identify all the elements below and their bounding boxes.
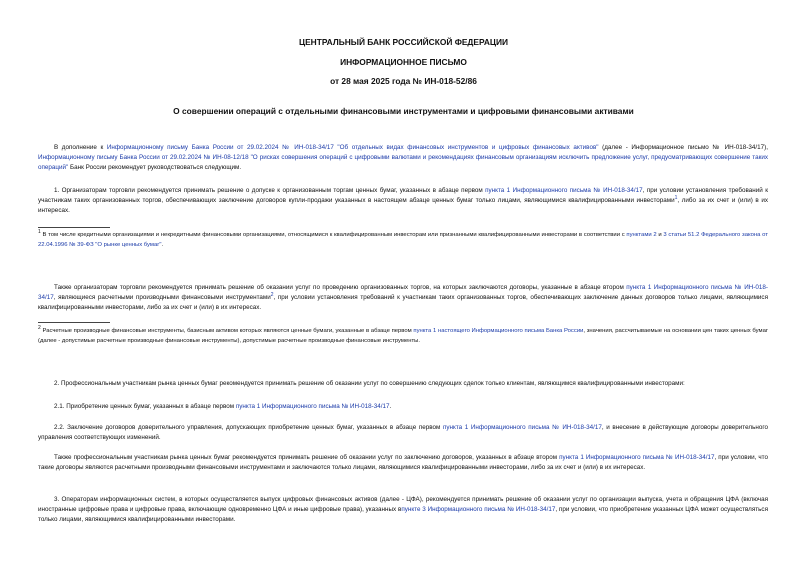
p1b-text-1: Также организаторам торговли рекомендуется принимать решение об оказании услуг по проведению организованных торгов, на которых заключаются договоры, указанные в абзаце втором [54, 284, 627, 291]
p3-text-2: , при условии, что приобретение указанных ЦФА может осуществляться только лицами, являющимися квалифицированными инвесторами. [38, 506, 768, 523]
paragraph-1 [38, 186, 768, 216]
footnote-1 [38, 230, 768, 250]
p1b-text-3: , при условии установления требований к участникам таких организованных торгов, обеспечивающих заключение данных договоров только лицами, являющимися квалифицированными инвесторами, либо за их счет и (или) в их интересах. [38, 294, 768, 311]
link-p22-item-1[interactable]: пункта 1 Информационного письма № ИН-018-34/17 [442, 424, 602, 431]
p21-text-2: . [389, 403, 392, 410]
link-p1-item-1[interactable]: пункта 1 Информационного письма № ИН-018-34/17 [485, 187, 643, 194]
link-p3-item-3[interactable]: пункте 3 Информационного письма № ИН-018-34/17 [401, 506, 556, 513]
fn2-text-1: Расчетные производные финансовые инструменты, базисным активом которых являются ценные бумаги, указанные в абзаце первом [40, 328, 414, 334]
fn1-text-2: и [656, 232, 664, 238]
p22-text-2: , и внесение в действующие договоры доверительного управления соответствующих изменений. [38, 424, 768, 441]
paragraph-2: 2. Профессиональным участникам рынка ценных бумаг рекомендуется принимать решение об оказании услуг по совершению следующих сделок только клиентам, являющимся квалифицированными инвесторами: [54, 380, 685, 387]
link-p21-item-1[interactable]: пункта 1 Информационного письма № ИН-018-34/17 [235, 403, 390, 410]
doc-type-heading: ИНФОРМАЦИОННОЕ ПИСЬМО [340, 57, 467, 67]
subject-heading: О совершении операций с отдельными финансовыми инструментами и цифровыми финансовыми активами [173, 106, 634, 116]
p1-text-2: , при условии установления требований к участникам таких организованных торгов, обеспечивающих заключение договоров купли-продажи указанных в настоящем абзаце ценных бумаг только лицами, являющимися квалифицированными инвесторами [38, 187, 768, 204]
footnote-2-mark: 2 [38, 325, 41, 332]
p1b-text-2: , являющиеся расчетными производными финансовыми инструментами [53, 294, 271, 301]
link-info-letter-34-17[interactable]: Информационному письму Банка России от 29.02.2024 № ИН-018-34/17 "Об отдельных видах финансовых инструментов и цифровых финансовых активов" [106, 144, 599, 151]
link-p22b-item-1[interactable]: пункта 1 Информационного письма № ИН-018-34/17 [559, 454, 715, 461]
link-fn1-item-2[interactable]: пунктами 2 [626, 232, 657, 238]
footnote-ref-1[interactable]: 1 [674, 194, 678, 201]
paragraph-1b [38, 283, 768, 313]
footnote-2 [38, 326, 768, 346]
intro-text-2: (далее - Информационное письмо № ИН-018-34/17), [598, 144, 768, 151]
footnote-divider-2 [38, 322, 110, 323]
fn2-text-2: , значения, рассчитываемые на основании цен таких ценных бумаг (далее - допустимые расчетные производные финансовые инструменты), допустимые расчетные производные финансовые инструменты. [38, 328, 768, 344]
footnote-ref-2[interactable]: 2 [270, 291, 274, 298]
p22b-text-2: , при условии, что такие договоры являются расчетными производными финансовыми инструментами и заключаются только лицами, являющимися квалифицированными инвесторами, либо за их счет и (или) в их интересах. [38, 454, 768, 471]
p1-text-3: , либо за их счет и (или) в их интересах. [38, 197, 768, 214]
org-heading: ЦЕНТРАЛЬНЫЙ БАНК РОССИЙСКОЙ ФЕДЕРАЦИИ [298, 37, 509, 47]
fn1-text-1: В том числе кредитными организациями и некредитными финансовыми организациями, относящимися к квалифицированным инвесторам или признанными квалифицированными инвесторами в соответствии с [40, 232, 627, 238]
date-number-heading: от 28 мая 2025 года № ИН-018-52/86 [330, 76, 477, 86]
footnote-1-mark: 1 [38, 229, 41, 236]
fn1-text-3: . [161, 242, 164, 248]
p3-text-1: 3. Операторам информационных систем, в которых осуществляется выпуск цифровых финансовых активов (далее - ЦФА), рекомендуется принимать решение об оказании услуг по организации выпуска, учета и обращения ЦФА (включая иностранные цифровые права и цифровые права, включающие одновременно ЦФА и иные цифровые права), указанных в [38, 496, 768, 513]
p22-text-1: 2.2. Заключение договоров доверительного управления, допускающих приобретение ценных бумаг, указанных в абзаце первом [54, 424, 443, 431]
paragraph-2-1 [38, 402, 768, 412]
paragraph-2-2 [38, 423, 768, 443]
intro-paragraph [38, 143, 768, 173]
intro-text-3: Банк России рекомендует руководствоваться следующим. [68, 164, 242, 171]
paragraph-3 [38, 495, 768, 525]
link-p1b-item-1[interactable]: пункта 1 Информационного письма № ИН-018-34/17 [38, 284, 768, 301]
link-info-letter-08-12-18[interactable]: Информационному письму Банка России от 29.02.2024 № ИН-08-12/18 "О рисках совершения операций с цифровыми валютами и рекомендациях финансовым организациям исключить предложение услуг, предусматривающих совершение таких операций" [38, 154, 768, 171]
p21-text-1: 2.1. Приобретение ценных бумаг, указанных в абзаце первом [54, 403, 236, 410]
p1-text-1: 1. Организаторам торговли рекомендуется принимать решение о допуске к организованным торгам ценных бумаг, указанных в абзаце первом [54, 187, 486, 194]
p22b-text-1: Также профессиональным участникам рынка ценных бумаг рекомендуется принимать решение об оказании услуг по заключению договоров, указанных в абзаце втором [54, 454, 560, 461]
paragraph-2-2b [38, 453, 768, 473]
intro-text-1: В дополнение к [54, 144, 107, 151]
link-fn1-law-39fz[interactable]: 3 статьи 51.2 Федерального закона от 22.04.1996 № 39-ФЗ "О рынке ценных бумаг" [38, 232, 768, 248]
footnote-divider [38, 227, 110, 228]
link-fn2-item-1[interactable]: пункта 1 настоящего Информационного письма Банка России [413, 328, 584, 334]
